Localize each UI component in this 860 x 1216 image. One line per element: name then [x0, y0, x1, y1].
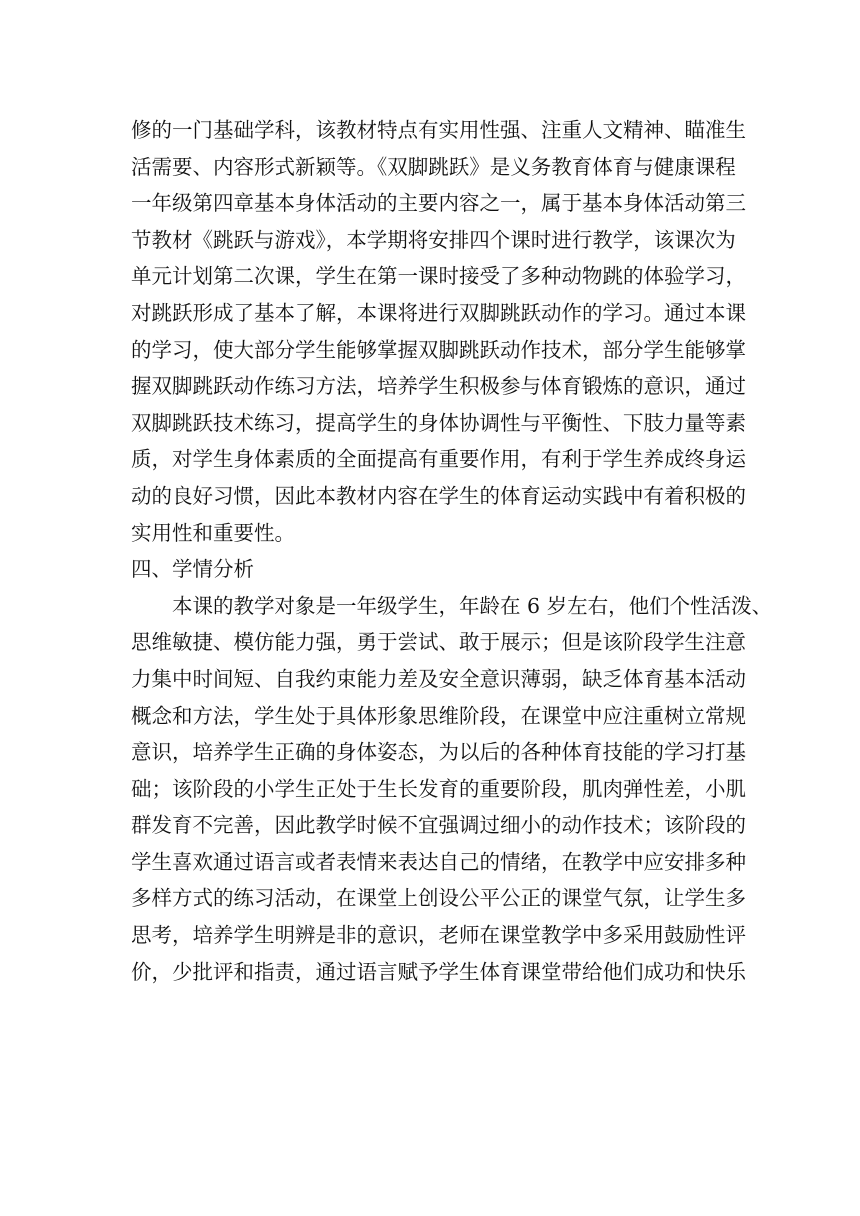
paragraph-line: 活需要、内容形式新颖等。《双脚跳跃》是义务教育体育与健康课程 — [131, 154, 736, 179]
paragraph-line: 学生喜欢通过语言或者表情来表达自己的情绪，在教学中应安排多种 — [131, 849, 746, 874]
paragraph-line: 意识，培养学生正确的身体姿态，为以后的各种体育技能的学习打基 — [131, 740, 746, 765]
paragraph-line: 概念和方法，学生处于具体形象思维阶段，在课堂中应注重树立常规 — [131, 703, 746, 728]
paragraph-last-line: 实用性和重要性。 — [131, 520, 295, 545]
paragraph-line: 节教材《跳跃与游戏》，本学期将安排四个课时进行教学，该课次为 — [131, 227, 736, 252]
paragraph-line: 握双脚跳跃动作练习方法，培养学生积极参与体育锻炼的意识，通过 — [131, 374, 746, 399]
paragraph-line: 的学习，使大部分学生能够掌握双脚跳跃动作技术，部分学生能够掌 — [131, 337, 746, 362]
paragraph-line: 对跳跃形成了基本了解，本课将进行双脚跳跃动作的学习。通过本课 — [131, 300, 746, 325]
paragraph-line: 修的一门基础学科，该教材特点有实用性强、注重人文精神、瞄准生 — [131, 118, 746, 142]
paragraph-line: 思维敏捷、模仿能力强，勇于尝试、敢于展示；但是该阶段学生注意 — [131, 630, 746, 655]
paragraph-line: 力集中时间短、自我约束能力差及安全意识薄弱，缺乏体育基本活动 — [131, 666, 746, 691]
paragraph-line: 多样方式的练习活动，在课堂上创设公平公正的课堂气氛，让学生多 — [131, 886, 746, 911]
section-heading: 四、学情分析 — [131, 557, 254, 582]
document-body — [131, 112, 773, 990]
paragraph-line: 单元计划第二次课，学生在第一课时接受了多种动物跳的体验学习， — [131, 264, 746, 289]
paragraph-line: 础；该阶段的小学生正处于生长发育的重要阶段，肌肉弹性差，小肌 — [131, 776, 746, 801]
paragraph-line: 动的良好习惯，因此本教材内容在学生的体育运动实践中有着积极的 — [131, 483, 746, 508]
paragraph-line: 质，对学生身体素质的全面提高有重要作用，有利于学生养成终身运 — [131, 447, 746, 472]
paragraph-line: 一年级第四章基本身体活动的主要内容之一，属于基本身体活动第三 — [131, 191, 746, 216]
paragraph-line: 思考，培养学生明辨是非的意识，老师在课堂教学中多采用鼓励性评 — [131, 923, 746, 948]
paragraph-first-line: 本课的教学对象是一年级学生，年龄在 6 岁左右，他们个性活泼、 — [172, 593, 773, 618]
paragraph-line: 群发育不完善，因此教学时候不宜强调过细小的动作技术；该阶段的 — [131, 813, 746, 838]
paragraph-line: 双脚跳跃技术练习，提高学生的身体协调性与平衡性、下肢力量等素 — [131, 410, 746, 435]
paragraph-line: 价，少批评和指责，通过语言赋予学生体育课堂带给他们成功和快乐 — [131, 959, 746, 984]
